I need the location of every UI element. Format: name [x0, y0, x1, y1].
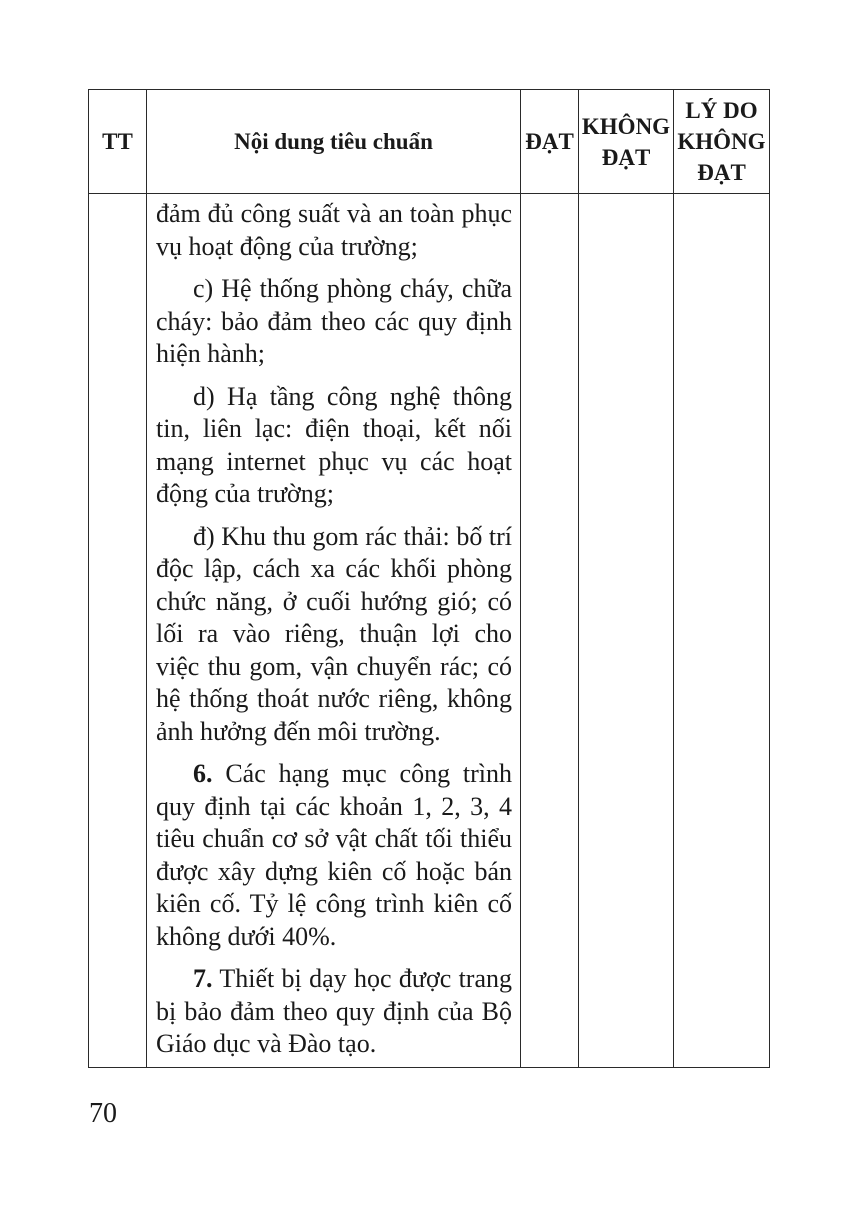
header-ly-do-line1: LÝ DO: [685, 98, 758, 123]
paragraph-number: 6.: [193, 759, 213, 788]
header-tt: TT: [89, 90, 147, 194]
header-khong-dat: [579, 90, 674, 194]
cell-tt: [89, 194, 147, 1068]
paragraph-text: đ) Khu thu gom rác thải: bố trí độc lập, cách xa các khối phòng chức năng, ở cuối hướng gió; có lối ra vào riêng, thuận lợi cho việc thu gom, vận chuyển rác; có hệ thống thoát nước riêng, không ảnh hưởng đến môi trường.: [156, 521, 512, 746]
content-paragraph: [156, 273, 512, 371]
header-content: Nội dung tiêu chuẩn: [147, 90, 521, 194]
paragraph-number: 7.: [193, 964, 213, 993]
header-row: [89, 90, 770, 194]
header-ly-do: [674, 90, 770, 194]
cell-content: [147, 194, 521, 1068]
cell-khong-dat: [579, 194, 674, 1068]
content-paragraph: [156, 758, 512, 953]
content-paragraph: [156, 381, 512, 511]
header-dat: ĐẠT: [521, 90, 579, 194]
paragraph-text: Thiết bị dạy học được trang bị bảo đảm theo quy định của Bộ Giáo dục và Đào tạo.: [156, 964, 512, 1058]
paragraph-text: d) Hạ tầng công nghệ thông tin, liên lạc: điện thoại, kết nối mạng internet phục vụ các hoạt động của trường;: [156, 381, 512, 508]
paragraph-text: Các hạng mục công trình quy định tại các khoản 1, 2, 3, 4 tiêu chuẩn cơ sở vật chất tối thiểu được xây dựng kiên cố hoặc bán kiên cố. Tỷ lệ công trình kiên cố không dưới 40%.: [156, 759, 512, 951]
paragraph-text: đảm đủ công suất và an toàn phục vụ hoạt động của trường;: [156, 199, 512, 261]
criteria-table: [88, 89, 770, 1068]
cell-dat: [521, 194, 579, 1068]
cell-ly-do: [674, 194, 770, 1068]
content-paragraph: [156, 963, 512, 1061]
table-row: [89, 194, 770, 1068]
header-ly-do-line3: ĐẠT: [697, 160, 746, 185]
content-paragraph: [156, 521, 512, 749]
header-khong-dat-line1: KHÔNG: [581, 113, 671, 139]
content-paragraph: [156, 198, 512, 263]
header-khong-dat-line2: ĐẠT: [601, 144, 651, 170]
paragraph-text: c) Hệ thống phòng cháy, chữa cháy: bảo đảm theo các quy định hiện hành;: [156, 274, 512, 368]
page-number: 70: [89, 1098, 117, 1129]
header-ly-do-line2: KHÔNG: [677, 129, 766, 154]
